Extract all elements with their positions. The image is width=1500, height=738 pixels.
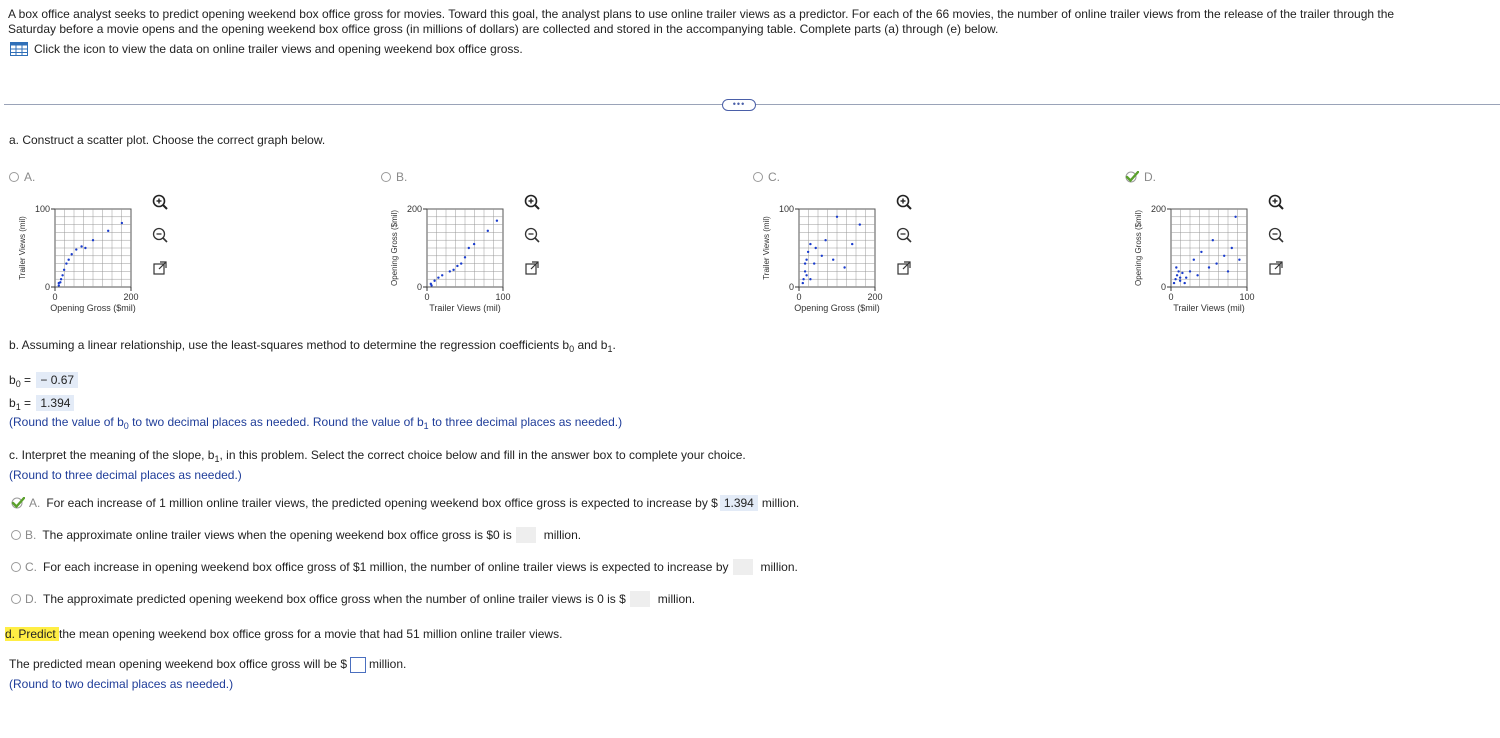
data-point [441,274,443,276]
b1-answer[interactable]: 1.394 [36,395,74,411]
option-letter: C. [25,560,37,574]
part-c-option-a[interactable] [11,495,799,511]
part-d-answer-post: million. [369,657,407,672]
data-point [851,243,853,245]
x-axis-label: Trailer Views (mil) [1173,303,1245,313]
part-d-answer-pre: The predicted mean opening weekend box office gross will be $ [9,657,347,672]
scatter-plot-a [9,195,159,315]
option-text: For each increase of 1 million online trailer views, the predicted opening weekend box office gross is expected to increase by $ [46,496,718,510]
data-point [433,280,435,282]
b1-row [9,395,74,412]
part-c-note: (Round to three decimal places as needed.) [9,468,242,482]
b0-sub: 0 [15,379,21,389]
data-point [71,253,73,255]
zoom-out-icon[interactable] [895,226,913,244]
sub-1: 1 [607,344,613,354]
part-c-end: , in this problem. Select the correct choice below and fill in the answer box to complete your choice. [219,448,746,462]
data-point [452,269,454,271]
data-point [1177,270,1179,272]
data-point [1227,270,1229,272]
part-c-question [9,448,746,464]
data-link-text[interactable]: Click the icon to view the data on online trailer views and opening weekend box office gross. [34,42,523,56]
part-d-rest: the mean opening weekend box office gross for a movie that had 51 million online trailer views. [59,627,563,641]
part-d-note: (Round to two decimal places as needed.) [9,677,234,691]
y-axis-label: Opening Gross ($mil) [390,209,399,287]
radio-button[interactable] [753,172,763,182]
option-text: The approximate online trailer views when the opening weekend box office gross is $0 is [42,528,512,542]
x-zero-label: 0 [796,292,802,302]
data-point [809,243,811,245]
b0-row [9,372,78,389]
data-point [1231,247,1233,249]
data-point [1175,266,1177,268]
data-point [821,255,823,257]
part-c-option-c[interactable] [11,559,798,575]
option-letter: C. [768,170,780,184]
y-max-label: 100 [778,204,794,214]
data-point [107,230,109,232]
y-max-label: 100 [34,204,50,214]
data-point [859,223,861,225]
note-sub0: 0 [123,421,129,431]
plot-option-c[interactable] [753,170,780,184]
radio-button[interactable] [9,172,19,182]
x-axis-label: Opening Gross ($mil) [50,303,136,313]
b0-eq: = [20,373,32,387]
data-point [464,256,466,258]
option-answer-box[interactable] [630,591,650,607]
expand-button[interactable]: ••• [722,99,756,111]
part-b-end: . [612,338,616,352]
option-letter: B. [25,528,37,542]
data-point [80,245,82,247]
option-letter: B. [396,170,408,184]
radio-button[interactable] [11,562,21,572]
note-sub1: 1 [423,421,429,431]
scatter-plot-d [1125,195,1275,315]
data-point [437,276,439,278]
b0-answer[interactable]: − 0.67 [36,372,78,388]
option-post: million. [760,560,798,574]
zoom-out-icon[interactable] [523,226,541,244]
y-zero-label: 0 [416,282,422,292]
part-d-answer-input[interactable] [350,657,366,673]
option-text: For each increase in opening weekend box office gross of $1 million, the number of online trailer views is expected to increase by [43,560,729,574]
table-icon[interactable] [10,42,28,56]
plot-option-a[interactable] [9,170,35,184]
b1-eq: = [20,396,32,410]
intro-line-2: Saturday before a movie opens and the opening weekend box office gross (in millions of dollars) are collected and stored in the accompanying table. Complete parts (a) through (e) below. [8,22,999,36]
data-point [1234,216,1236,218]
zoom-in-icon[interactable] [151,193,169,211]
data-link[interactable] [10,42,523,56]
data-point [815,247,817,249]
problem-intro [8,7,1488,37]
data-point [456,265,458,267]
data-point [807,251,809,253]
data-point [1208,266,1210,268]
x-axis-label: Opening Gross ($mil) [794,303,880,313]
data-point [836,216,838,218]
x-max-label: 100 [495,292,511,302]
data-point [1196,274,1198,276]
data-point [460,262,462,264]
data-point [824,239,826,241]
y-zero-label: 0 [1160,282,1166,292]
zoom-in-icon[interactable] [1267,193,1285,211]
zoom-in-icon[interactable] [895,193,913,211]
part-b-note [9,415,622,431]
radio-button[interactable] [11,594,21,604]
part-d-highlight: d. Predict [5,627,60,641]
radio-button[interactable] [11,530,21,540]
data-point [804,262,806,264]
y-axis-label: Trailer Views (mil) [18,216,27,280]
option-post: million. [761,496,800,510]
y-max-label: 200 [1150,204,1166,214]
sub-0: 0 [569,344,575,354]
option-letter: D. [25,592,37,606]
x-axis-label: Trailer Views (mil) [429,303,501,313]
data-point [1200,251,1202,253]
note-pre: (Round the value of b [9,415,124,429]
selected-check-icon[interactable] [1125,171,1139,183]
option-letter: A. [29,496,41,510]
y-axis-label: Trailer Views (mil) [762,216,771,280]
y-axis-label: Opening Gross ($mil) [1134,209,1143,287]
y-zero-label: 0 [44,282,50,292]
plot-option-d[interactable] [1125,170,1156,184]
data-point [1181,272,1183,274]
b0-label: b [9,373,16,387]
open-new-window-icon[interactable] [151,259,169,277]
open-new-window-icon[interactable] [1267,259,1285,277]
zoom-out-icon[interactable] [151,226,169,244]
data-point [92,239,94,241]
data-point [1193,259,1195,261]
data-point [1238,259,1240,261]
data-point [1179,280,1181,282]
data-point [843,266,845,268]
data-point [1185,276,1187,278]
part-d-question [5,627,562,641]
zoom-in-icon[interactable] [523,193,541,211]
data-point [61,274,63,276]
part-b-and: and b [574,338,608,352]
data-point [805,274,807,276]
part-a-question: a. Construct a scatter plot. Choose the correct graph below. [9,133,326,147]
x-max-label: 200 [123,292,139,302]
option-answer-box[interactable] [516,527,536,543]
data-point [473,243,475,245]
data-point [1174,278,1176,280]
option-answer[interactable]: 1.394 [720,495,758,511]
selected-check-icon[interactable] [11,497,25,509]
b1-sub: 1 [15,402,21,412]
option-post: million. [657,592,696,606]
data-point [84,247,86,249]
note-mid: to two decimal places as needed. Round the value of b [128,415,424,429]
open-new-window-icon[interactable] [895,259,913,277]
option-answer-box[interactable] [733,559,753,575]
data-point [805,259,807,261]
data-point [63,269,65,271]
part-c-text: c. Interpret the meaning of the slope, b [9,448,215,462]
part-b-text: b. Assuming a linear relationship, use the least-squares method to determine the regression coefficients b [9,338,570,352]
radio-button[interactable] [381,172,391,182]
data-point [60,278,62,280]
data-point [1212,239,1214,241]
data-point [67,259,69,261]
scatter-plot-c [753,195,903,315]
y-zero-label: 0 [788,282,794,292]
data-point [1223,255,1225,257]
data-point [59,281,61,283]
note-end: to three decimal places as needed.) [428,415,623,429]
option-post: million. [543,528,582,542]
data-point [832,259,834,261]
scatter-plot-b [381,195,531,315]
x-zero-label: 0 [424,292,430,302]
data-point [809,278,811,280]
data-point [1173,282,1175,284]
x-max-label: 200 [867,292,883,302]
intro-line-1: A box office analyst seeks to predict opening weekend box office gross for movies. Toward this goal, the analyst plans to use online trailer views as a predictor. For each of the 66 movies, the number of online trailer views from the release of the trailer through the [8,7,1395,21]
part-d-answer-row [9,657,406,673]
part-c-sub: 1 [214,454,220,464]
data-point [1183,282,1185,284]
data-point [1189,270,1191,272]
data-point [1215,262,1217,264]
open-new-window-icon[interactable] [523,259,541,277]
data-point [1176,274,1178,276]
data-point [58,284,60,286]
data-point [430,284,432,286]
option-letter: A. [24,170,36,184]
y-max-label: 200 [406,204,422,214]
option-text: The approximate predicted opening weekend box office gross when the number of online trailer views is 0 is $ [43,592,626,606]
data-point [121,222,123,224]
x-zero-label: 0 [1168,292,1174,302]
zoom-out-icon[interactable] [1267,226,1285,244]
data-point [804,270,806,272]
data-point [487,230,489,232]
data-point [75,248,77,250]
data-point [1179,276,1181,278]
data-point [468,247,470,249]
data-point [65,262,67,264]
plot-option-b[interactable] [381,170,407,184]
data-point [802,282,804,284]
option-letter: D. [1144,170,1156,184]
x-zero-label: 0 [52,292,58,302]
data-point [802,278,804,280]
data-point [496,220,498,222]
part-b-question [9,338,616,354]
part-c-option-d[interactable] [11,591,695,607]
b1-label: b [9,396,16,410]
part-c-option-b[interactable] [11,527,581,543]
data-point [813,262,815,264]
data-point [449,270,451,272]
x-max-label: 100 [1239,292,1255,302]
